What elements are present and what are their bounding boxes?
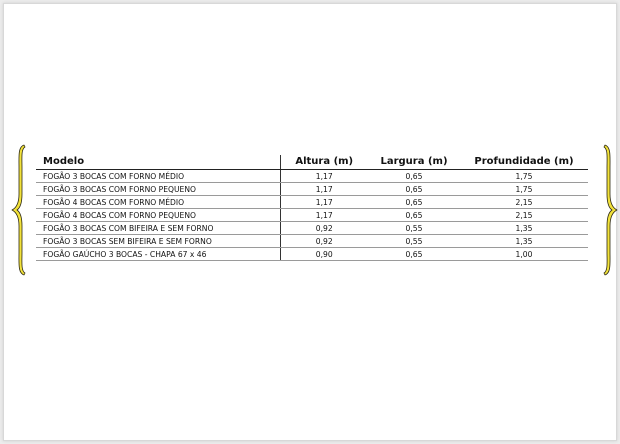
table-row [36,209,588,222]
right-brace-ornament [602,144,618,276]
table-row [36,183,588,196]
cell-altura: 1,17 [280,209,368,222]
table-row [36,196,588,209]
cell-modelo: FOGÃO 4 BOCAS COM FORNO MÉDIO [36,196,280,209]
table-row [36,248,588,261]
header-profundidade: Profundidade (m) [460,155,588,170]
cell-profundidade: 2,15 [460,209,588,222]
cell-altura: 1,17 [280,196,368,209]
header-largura: Largura (m) [368,155,460,170]
cell-altura: 0,92 [280,235,368,248]
cell-altura: 1,17 [280,183,368,196]
cell-profundidade: 1,35 [460,235,588,248]
cell-altura: 1,17 [280,170,368,183]
cell-largura: 0,55 [368,222,460,235]
cell-largura: 0,65 [368,170,460,183]
left-brace-ornament [11,144,27,276]
cell-profundidade: 1,75 [460,183,588,196]
table-header-row [36,155,588,170]
cell-largura: 0,65 [368,248,460,261]
stove-dimensions-table [36,155,588,261]
cell-modelo: FOGÃO 3 BOCAS COM BIFEIRA E SEM FORNO [36,222,280,235]
cell-largura: 0,55 [368,235,460,248]
cell-profundidade: 1,35 [460,222,588,235]
table-row [36,170,588,183]
cell-largura: 0,65 [368,183,460,196]
cell-modelo: FOGÃO GAÚCHO 3 BOCAS - CHAPA 67 x 46 [36,248,280,261]
header-modelo: Modelo [36,155,280,170]
table-row [36,222,588,235]
cell-profundidade: 2,15 [460,196,588,209]
cell-profundidade: 1,75 [460,170,588,183]
cell-largura: 0,65 [368,209,460,222]
cell-altura: 0,92 [280,222,368,235]
cell-altura: 0,90 [280,248,368,261]
cell-profundidade: 1,00 [460,248,588,261]
document-page [3,3,617,441]
cell-modelo: FOGÃO 3 BOCAS COM FORNO MÉDIO [36,170,280,183]
cell-largura: 0,65 [368,196,460,209]
cell-modelo: FOGÃO 3 BOCAS COM FORNO PEQUENO [36,183,280,196]
cell-modelo: FOGÃO 3 BOCAS SEM BIFEIRA E SEM FORNO [36,235,280,248]
cell-modelo: FOGÃO 4 BOCAS COM FORNO PEQUENO [36,209,280,222]
table-row [36,235,588,248]
header-altura: Altura (m) [280,155,368,170]
